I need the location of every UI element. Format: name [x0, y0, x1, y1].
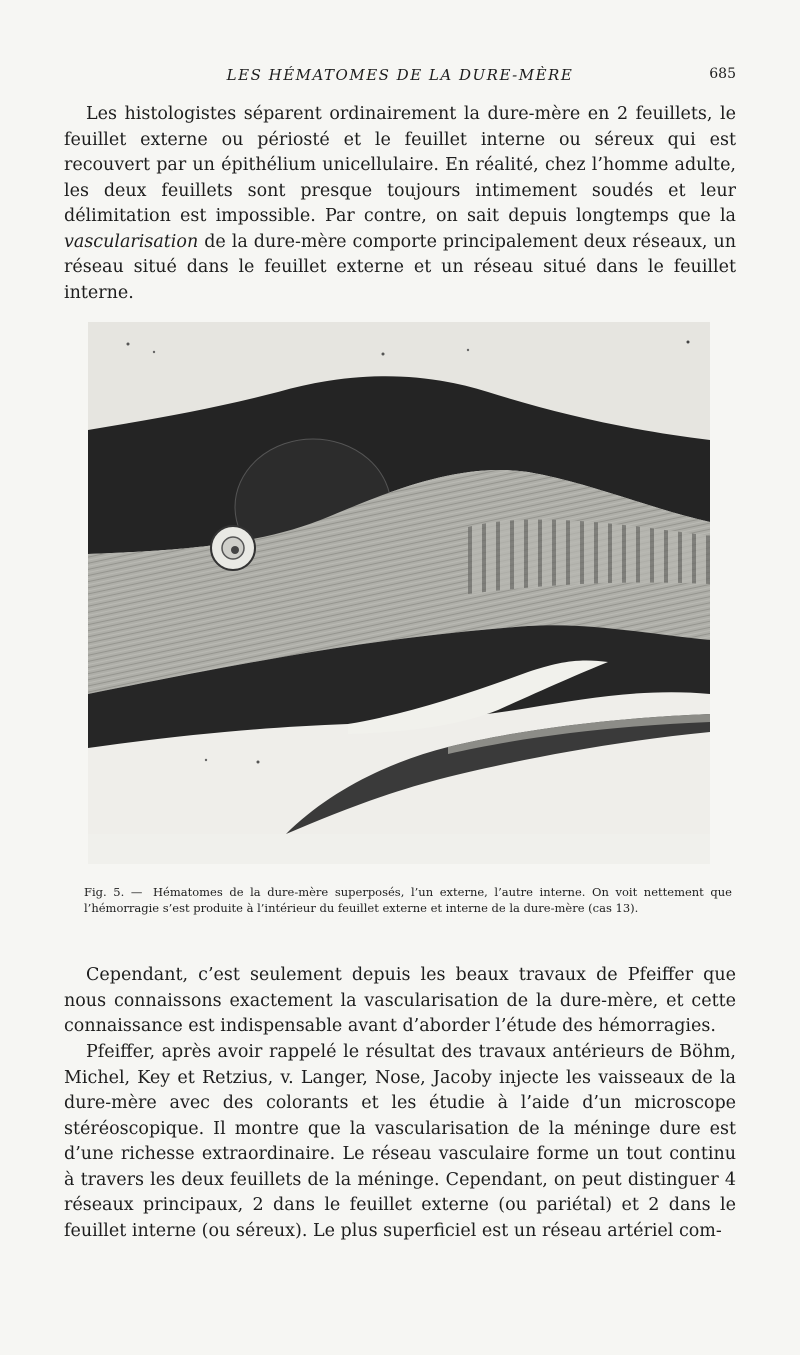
paragraph-1-text-b: de la dure-mère comporte principalement deux réseaux, un réseau situé dans le feuillet externe et un réseau situé dans le feuillet interne. [64, 231, 736, 303]
page-number: 685 [709, 66, 736, 82]
histology-micrograph [88, 322, 710, 864]
paragraph-1 [64, 102, 736, 306]
running-head [64, 66, 736, 88]
figure-caption-text: Hématomes de la dure-mère superposés, l’un externe, l’autre interne. On voit nettement que l’hémorragie s’est produite à l’intérieur du feuillet externe et interne de la dure-mère (cas 13). [84, 885, 732, 915]
figure-label: Fig. 5. — [84, 885, 143, 899]
paragraph-1-emphasis: vascularisation [64, 231, 199, 252]
paragraph-3: Pfeiffer, après avoir rappelé le résultat des travaux antérieurs de Böhm, Michel, Key et Retzius, v. Langer, Nose, Jacoby injecte les vaisseaux de la dure-mère avec des colorants et les étudie à l’aide d’un microscope stéréoscopique. Il montre que la vascularisation de la méninge dure est d’une richesse extraordinaire. Le réseau vasculaire forme un tout continu à travers les deux feuillets de la méninge. Cependant, on peut distinguer 4 réseaux principaux, 2 dans le feuillet externe (ou pariétal) et 2 dans le feuillet interne (ou séreux). Le plus superficiel est un réseau artériel com- [64, 1042, 736, 1241]
paragraph-2: Cependant, c’est seulement depuis les beaux travaux de Pfeiffer que nous connaissons exactement la vascularisation de la dure-mère, et cette connaissance est indispensable avant d’aborder l’étude des hémorragies. [64, 965, 736, 1036]
figure-caption [84, 884, 732, 916]
running-title: LES HÉMATOMES DE LA DURE-MÈRE [226, 66, 574, 84]
paragraph-1-text-a: Les histologistes séparent ordinairement la dure-mère en 2 feuillets, le feuillet externe ou périosté et le feuillet interne ou séreux qui est recouvert par un épithélium unicellulaire. En réalité, chez l’homme adulte, les deux feuillets sont presque toujours intimement soudés et leur délimitation est impossible. Par contre, on sait depuis longtemps que la [64, 104, 736, 226]
micrograph-illustration [88, 322, 710, 864]
